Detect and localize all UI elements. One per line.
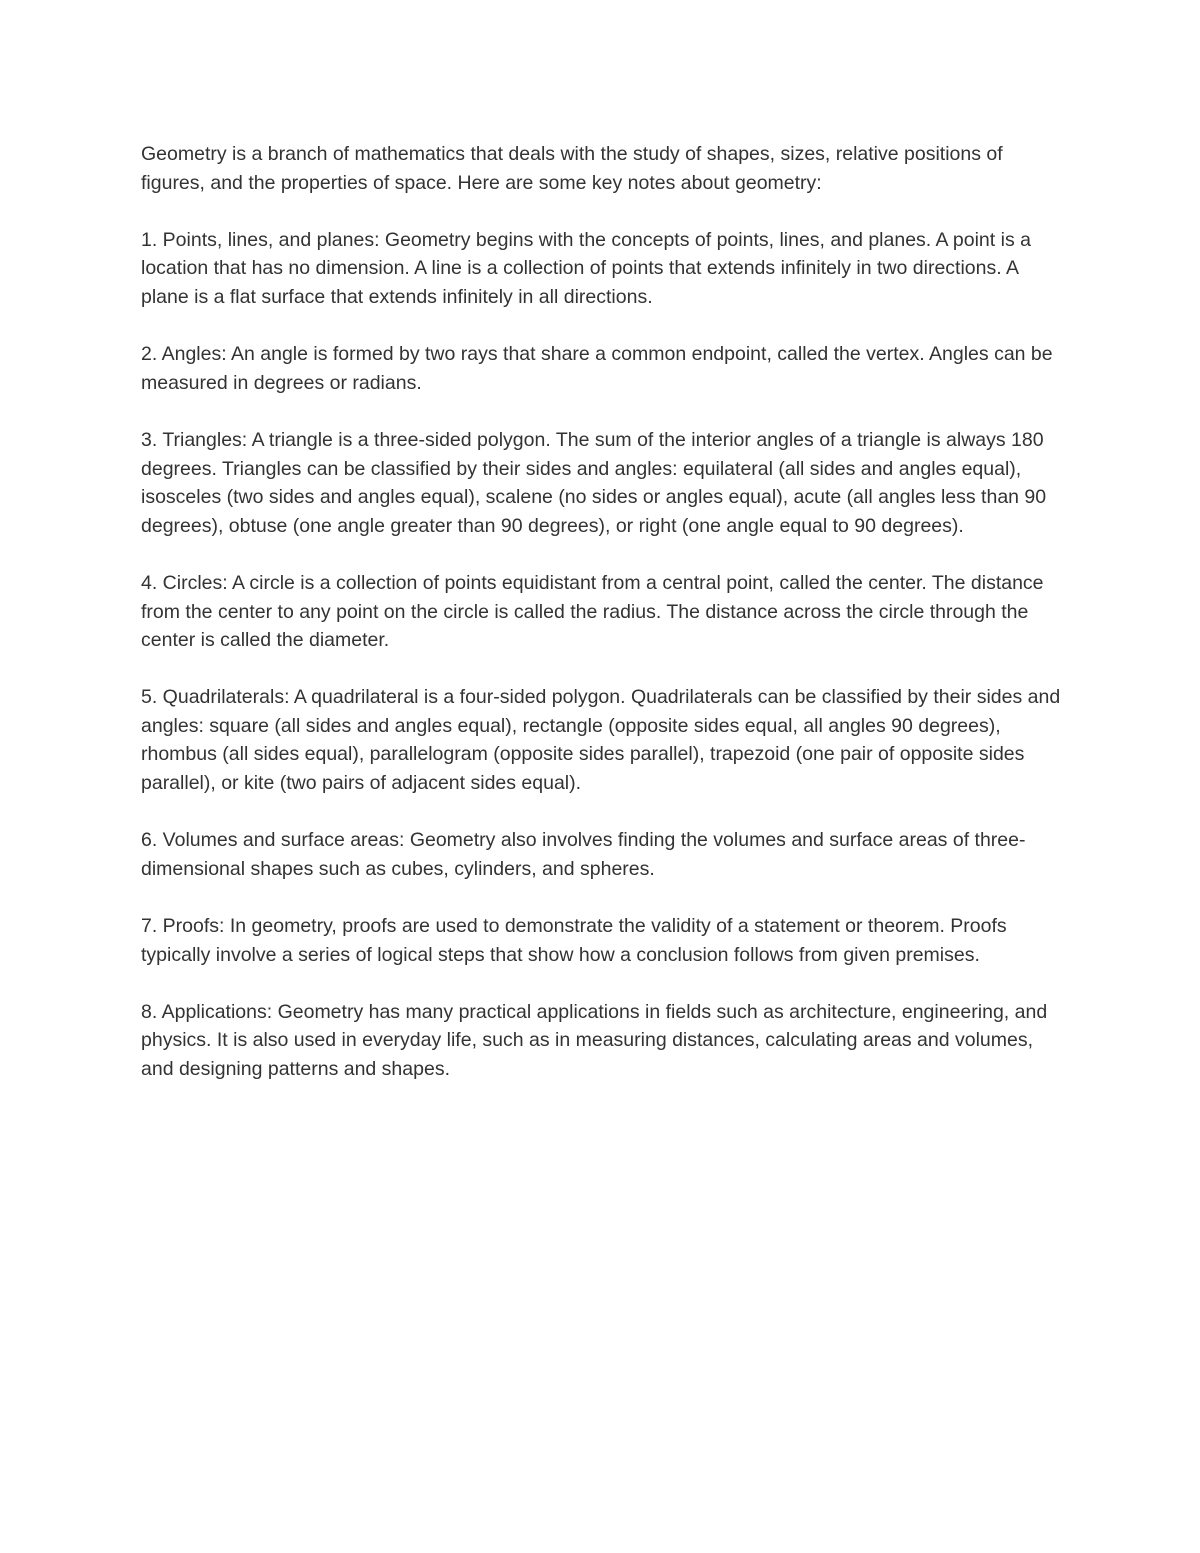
section-circles: 4. Circles: A circle is a collection of points equidistant from a central point, called the center. The distance from the center to any point on the circle is called the radius. The distance across the circle through the center is called the diameter. xyxy=(141,571,1044,652)
section-triangles: 3. Triangles: A triangle is a three-sided polygon. The sum of the interior angles of a triangle is always 180 degrees. Triangles can be classified by their sides and angles: equilateral (all sides and angles equal), isosceles (two sides and angles equal), scalene (no sides or angles equal), acute (all angles less than 90 degrees), obtuse (one angle greater than 90 degrees), or right (one angle equal to 90 degrees). xyxy=(141,428,1047,537)
intro-paragraph: Geometry is a branch of mathematics that deals with the study of shapes, sizes, relative positions of figures, and the properties of space. Here are some key notes about geometry: xyxy=(141,143,1003,194)
section-proofs: 7. Proofs: In geometry, proofs are used to demonstrate the validity of a statement or theorem. Proofs typically involve a series of logical steps that show how a conclusion follows from given premises. xyxy=(141,915,1007,966)
section-applications: 8. Applications: Geometry has many practical applications in fields such as architecture, engineering, and physics. It is also used in everyday life, such as in measuring distances, calculating areas and volumes, and designing patterns and shapes. xyxy=(141,1000,1048,1080)
document-body xyxy=(141,140,1066,1112)
section-volumes-surface-areas: 6. Volumes and surface areas: Geometry also involves finding the volumes and surface areas of three-dimensional shapes such as cubes, cylinders, and spheres. xyxy=(141,829,1026,880)
section-quadrilaterals: 5. Quadrilaterals: A quadrilateral is a four-sided polygon. Quadrilaterals can be classified by their sides and angles: square (all sides and angles equal), rectangle (opposite sides equal, all angles 90 degrees), rhombus (all sides equal), parallelogram (opposite sides parallel), trapezoid (one pair of opposite sides parallel), or kite (two pairs of adjacent sides equal). xyxy=(141,686,1061,795)
section-points-lines-planes: 1. Points, lines, and planes: Geometry begins with the concepts of points, lines, and planes. A point is a location that has no dimension. A line is a collection of points that extends infinitely in two directions. A plane is a flat surface that extends infinitely in all directions. xyxy=(141,228,1031,308)
section-angles: 2. Angles: An angle is formed by two rays that share a common endpoint, called the vertex. Angles can be measured in degrees or radians. xyxy=(141,343,1053,394)
